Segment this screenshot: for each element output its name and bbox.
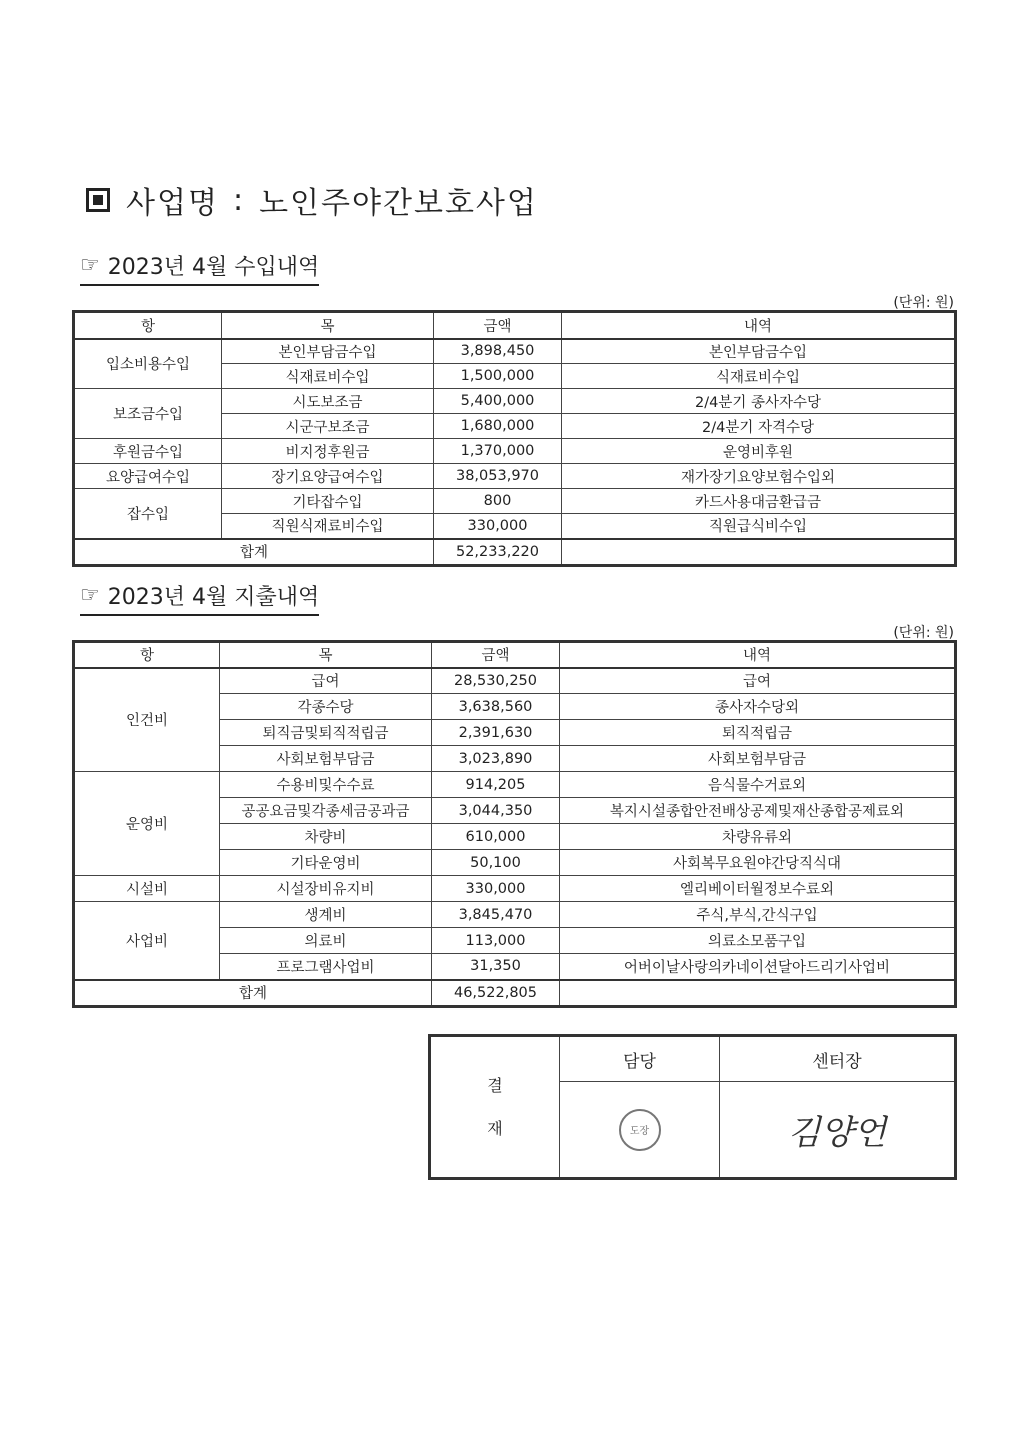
- total-detail: [560, 980, 956, 1007]
- seal-stamp-icon: 도장: [619, 1109, 661, 1151]
- amount-cell: 800: [434, 489, 562, 514]
- amount-cell: 28,530,250: [432, 668, 560, 694]
- detail-cell: 종사자수당외: [560, 694, 956, 720]
- detail-cell: 급여: [560, 668, 956, 694]
- amount-cell: 31,350: [432, 954, 560, 980]
- mok-cell: 시군구보조금: [222, 414, 434, 439]
- mok-cell: 프로그램사업비: [220, 954, 432, 980]
- header-amount: 금액: [434, 312, 562, 339]
- detail-cell: 의료소모품구입: [560, 928, 956, 954]
- table-row: [74, 668, 956, 694]
- total-detail: [562, 539, 956, 566]
- mok-cell: 퇴직금및퇴직적립금: [220, 720, 432, 746]
- table-row: [74, 339, 956, 364]
- mok-cell: 장기요양급여수입: [222, 464, 434, 489]
- manager-stamp-cell: [560, 1082, 720, 1179]
- table-row: [74, 389, 956, 414]
- table-header-row: [74, 312, 956, 339]
- mok-cell: 차량비: [220, 824, 432, 850]
- approval-header-row: [430, 1036, 956, 1082]
- approval-label-bottom: 재: [487, 1119, 503, 1138]
- detail-cell: 주식,부식,간식구입: [560, 902, 956, 928]
- mok-cell: 공공요금및각종세금공과금: [220, 798, 432, 824]
- mok-cell: 시도보조금: [222, 389, 434, 414]
- mok-cell: 본인부담금수입: [222, 339, 434, 364]
- detail-cell: 식재료비수입: [562, 364, 956, 389]
- approval-box: [428, 1034, 957, 1180]
- hang-cell: 사업비: [74, 902, 220, 980]
- income-section-label: 2023년 4월 수입내역: [107, 255, 320, 280]
- detail-cell: 퇴직적립금: [560, 720, 956, 746]
- pointing-hand-icon: ☞: [80, 253, 100, 278]
- mok-cell: 급여: [220, 668, 432, 694]
- income-table: [72, 310, 957, 567]
- total-amount: 46,522,805: [432, 980, 560, 1007]
- detail-cell: 음식물수거료외: [560, 772, 956, 798]
- header-mok: 목: [222, 312, 434, 339]
- director-signature-cell: [720, 1082, 956, 1179]
- mok-cell: 기타운영비: [220, 850, 432, 876]
- amount-cell: 3,898,450: [434, 339, 562, 364]
- amount-cell: 5,400,000: [434, 389, 562, 414]
- expense-section-label: 2023년 4월 지출내역: [107, 585, 320, 610]
- approval-col-manager: 담당: [560, 1036, 720, 1082]
- director-signature: 김양언: [787, 1113, 887, 1153]
- detail-cell: 2/4분기 종사자수당: [562, 389, 956, 414]
- table-header-row: [74, 642, 956, 668]
- income-section-title: [80, 250, 319, 286]
- page-title: [86, 178, 538, 222]
- amount-cell: 330,000: [434, 514, 562, 539]
- detail-cell: 사회복무요원야간당직식대: [560, 850, 956, 876]
- mok-cell: 수용비및수수료: [220, 772, 432, 798]
- amount-cell: 1,680,000: [434, 414, 562, 439]
- income-unit: (단위: 원): [893, 295, 954, 311]
- expense-table: [72, 640, 957, 1008]
- amount-cell: 914,205: [432, 772, 560, 798]
- square-bullet-icon: [86, 188, 110, 212]
- table-row: [74, 464, 956, 489]
- detail-cell: 직원급식비수입: [562, 514, 956, 539]
- amount-cell: 1,370,000: [434, 439, 562, 464]
- hang-cell: 보조금수입: [74, 389, 222, 439]
- detail-cell: 복지시설종합안전배상공제및재산종합공제료외: [560, 798, 956, 824]
- mok-cell: 기타잡수입: [222, 489, 434, 514]
- table-row: [74, 772, 956, 798]
- mok-cell: 의료비: [220, 928, 432, 954]
- hang-cell: 입소비용수입: [74, 339, 222, 389]
- approval-col-director: 센터장: [720, 1036, 956, 1082]
- expense-unit: (단위: 원): [893, 625, 954, 641]
- hang-cell: 인건비: [74, 668, 220, 772]
- amount-cell: 610,000: [432, 824, 560, 850]
- title-separator: :: [232, 182, 246, 218]
- header-hang: 항: [74, 642, 220, 668]
- mok-cell: 사회보험부담금: [220, 746, 432, 772]
- amount-cell: 38,053,970: [434, 464, 562, 489]
- detail-cell: 운영비후원: [562, 439, 956, 464]
- mok-cell: 직원식재료비수입: [222, 514, 434, 539]
- expense-section-title: [80, 580, 319, 616]
- mok-cell: 비지정후원금: [222, 439, 434, 464]
- table-row: [74, 902, 956, 928]
- hang-cell: 요양급여수입: [74, 464, 222, 489]
- amount-cell: 2,391,630: [432, 720, 560, 746]
- mok-cell: 각종수당: [220, 694, 432, 720]
- detail-cell: 카드사용대금환급금: [562, 489, 956, 514]
- detail-cell: 차량유류외: [560, 824, 956, 850]
- table-row: [74, 489, 956, 514]
- amount-cell: 3,044,350: [432, 798, 560, 824]
- amount-cell: 3,023,890: [432, 746, 560, 772]
- approval-label: [430, 1036, 560, 1179]
- hang-cell: 후원금수입: [74, 439, 222, 464]
- mok-cell: 생계비: [220, 902, 432, 928]
- header-detail: 내역: [560, 642, 956, 668]
- pointing-hand-icon: ☞: [80, 583, 100, 608]
- amount-cell: 113,000: [432, 928, 560, 954]
- table-row: [74, 876, 956, 902]
- title-prefix: 사업명: [126, 186, 219, 221]
- total-row: [74, 539, 956, 566]
- hang-cell: 시설비: [74, 876, 220, 902]
- hang-cell: 운영비: [74, 772, 220, 876]
- header-amount: 금액: [432, 642, 560, 668]
- detail-cell: 어버이날사랑의카네이션달아드리기사업비: [560, 954, 956, 980]
- mok-cell: 시설장비유지비: [220, 876, 432, 902]
- amount-cell: 330,000: [432, 876, 560, 902]
- header-detail: 내역: [562, 312, 956, 339]
- mok-cell: 식재료비수입: [222, 364, 434, 389]
- amount-cell: 3,638,560: [432, 694, 560, 720]
- detail-cell: 2/4분기 자격수당: [562, 414, 956, 439]
- approval-label-top: 결: [487, 1075, 503, 1095]
- detail-cell: 엘리베이터월정보수료외: [560, 876, 956, 902]
- header-mok: 목: [220, 642, 432, 668]
- title-name: 노인주야간보호사업: [259, 186, 538, 221]
- detail-cell: 본인부담금수입: [562, 339, 956, 364]
- hang-cell: 잡수입: [74, 489, 222, 539]
- amount-cell: 1,500,000: [434, 364, 562, 389]
- total-row: [74, 980, 956, 1007]
- detail-cell: 사회보험부담금: [560, 746, 956, 772]
- amount-cell: 3,845,470: [432, 902, 560, 928]
- detail-cell: 재가장기요양보험수입외: [562, 464, 956, 489]
- total-label: 합계: [74, 980, 432, 1007]
- table-row: [74, 439, 956, 464]
- total-label: 합계: [74, 539, 434, 566]
- total-amount: 52,233,220: [434, 539, 562, 566]
- header-hang: 항: [74, 312, 222, 339]
- amount-cell: 50,100: [432, 850, 560, 876]
